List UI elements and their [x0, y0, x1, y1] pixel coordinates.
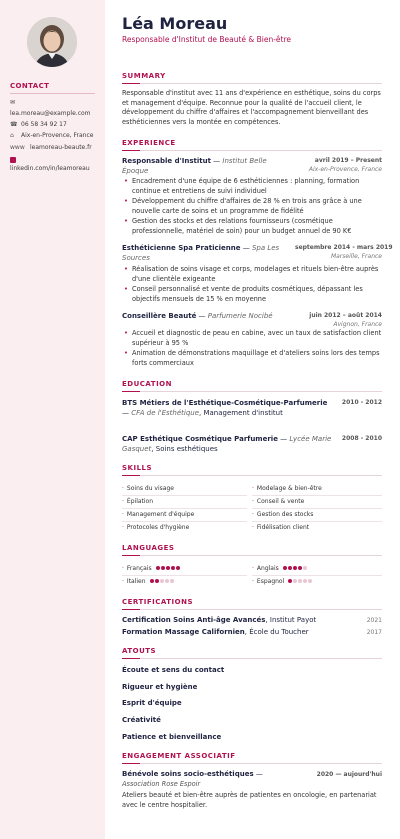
job-dates: juin 2012 – août 2014: [309, 312, 382, 319]
certifications-heading: CERTIFICATIONS: [122, 598, 194, 606]
skill-item: · Modelage & bien-être: [252, 485, 322, 492]
education-dates: 2010 - 2012: [341, 399, 382, 406]
level-dot: [176, 566, 180, 570]
volunteer-heading: ENGAGEMENT ASSOCIATIF: [122, 752, 236, 760]
job-dates: septembre 2014 - mars 2019: [295, 244, 393, 251]
summary-divider: [122, 83, 382, 84]
atout-item: Écoute et sens du contact: [122, 666, 225, 674]
volunteer-role: Bénévole soins socio-esthétiques —: [122, 770, 263, 778]
list-item: • Accueil et diagnostic de peau en cabine, avec un taux de satisfaction client supérieur à 95 %: [122, 329, 382, 348]
level-dot: [155, 579, 159, 583]
list-item: • Animation de démonstrations maquillage et d'ateliers soins lors des temps forts commerciaux: [122, 349, 382, 368]
job-bullets: [122, 265, 382, 305]
summary-text: Responsable d'institut avec 11 ans d'expérience en esthétique, soins du corps et management d'équipe. Reconnue pour la qualité de l'accueil client, le développement du chiffre d'affaires et l'accompagnement bienveillant des esthéticiennes vers la montée en compétences.: [122, 89, 381, 126]
skill-item: · Protocoles d'hygiène: [122, 524, 190, 531]
volunteer-divider: [122, 763, 382, 764]
job-title: Esthéticienne Spa Praticienne — Spa Les Sources: [122, 244, 280, 263]
level-dot: [170, 579, 174, 583]
phone-icon: ☎: [10, 121, 18, 128]
certification-item: Certification Soins Anti-âge Avancés, Institut Payot: [122, 616, 317, 624]
volunteer-text: Ateliers beauté et bien-être auprès de patientes en oncologie, en partenariat avec le centre hospitalier.: [122, 791, 377, 809]
list-item: • Développement du chiffre d'affaires de 28 % en trois ans grâce à une nouvelle carte de soins et un programme de fidélité: [122, 197, 382, 216]
education-heading: EDUCATION: [122, 380, 172, 388]
job-location: Avignon, France: [333, 321, 382, 328]
level-dot: [166, 566, 170, 570]
level-dot: [303, 566, 307, 570]
job-title: Responsable d'Institut — Institut Belle Époque: [122, 157, 267, 176]
language-item: · Italien: [122, 578, 175, 585]
profile-photo: [27, 17, 77, 67]
atout-item: Rigueur et hygiène: [122, 683, 198, 691]
education-dates: 2008 - 2010: [341, 435, 382, 442]
certification-year: 2017: [366, 629, 382, 636]
candidate-title: Responsable d'Institut de Beauté & Bien-être: [122, 35, 292, 44]
job-location: Aix-en-Provence, France: [308, 166, 382, 173]
certification-year: 2021: [366, 617, 382, 624]
level-dot: [303, 579, 307, 583]
skill-item: · Conseil & vente: [252, 498, 305, 505]
volunteer-org: Association Rose Espoir: [122, 780, 201, 788]
main-content: [105, 0, 400, 839]
web-icon: www: [10, 144, 25, 151]
level-dot: [165, 579, 169, 583]
email-icon: ✉: [10, 99, 16, 106]
languages-divider: [122, 555, 382, 556]
language-level: [150, 578, 175, 585]
job-dates: avril 2019 – Present: [314, 157, 382, 164]
level-dot: [160, 579, 164, 583]
skill-item: · Soins du visage: [122, 485, 174, 492]
contact-phone[interactable]: ☎ 06 58 34 92 17: [10, 121, 67, 128]
contact-heading: CONTACT: [10, 82, 50, 90]
education-entry: CAP Esthétique Cosmétique Parfumerie — Lycée Marie Gasquet, Soins esthétiques: [122, 435, 332, 454]
level-dot: [308, 579, 312, 583]
list-item: • Conseil personnalisé et vente de produits cosmétiques, dépassant les objectifs mensuels de 15 % en moyenne: [122, 285, 382, 304]
experience-divider: [122, 150, 382, 151]
atouts-divider: [122, 658, 382, 659]
volunteer-dates: 2020 — aujourd'hui: [316, 771, 382, 778]
level-dot: [298, 566, 302, 570]
skill-item: · Épilation: [122, 498, 154, 505]
level-dot: [288, 566, 292, 570]
level-dot: [150, 579, 154, 583]
education-entry: BTS Métiers de l'Esthétique-Cosmétique-Parfumerie — CFA de l'Esthétique, Management d'institut: [122, 399, 328, 418]
level-dot: [161, 566, 165, 570]
atout-item: Esprit d'équipe: [122, 699, 182, 707]
contact-email[interactable]: lea.moreau@example.com: [10, 110, 91, 117]
contact-website[interactable]: www leamoreau-beaute.fr: [10, 144, 92, 151]
skill-item: · Gestion des stocks: [252, 511, 314, 518]
candidate-name: Léa Moreau: [122, 14, 228, 33]
level-dot: [298, 579, 302, 583]
list-item: • Encadrement d'une équipe de 6 esthéticiennes : planning, formation continue et entretiens de suivi individuel: [122, 177, 382, 196]
certifications-divider: [122, 609, 382, 610]
language-item: · Espagnol: [252, 578, 313, 585]
linkedin-icon: [10, 157, 16, 165]
level-dot: [293, 566, 297, 570]
atout-item: Patience et bienveillance: [122, 733, 222, 741]
atouts-heading: ATOUTS: [122, 647, 157, 655]
job-location: Marseille, France: [330, 253, 382, 260]
level-dot: [293, 579, 297, 583]
atout-item: Créativité: [122, 716, 161, 724]
language-level: [156, 565, 181, 572]
languages-heading: LANGUAGES: [122, 544, 175, 552]
level-dot: [171, 566, 175, 570]
language-level: [288, 578, 313, 585]
job-title: Conseillère Beauté — Parfumerie Nocibé: [122, 312, 273, 320]
skills-heading: SKILLS: [122, 464, 153, 472]
level-dot: [283, 566, 287, 570]
contact-linkedin[interactable]: linkedin.com/in/leamoreau: [10, 165, 90, 172]
contact-divider: [10, 93, 95, 94]
summary-heading: SUMMARY: [122, 72, 166, 80]
skill-item: · Fidélisation client: [252, 524, 310, 531]
certification-item: Formation Massage Californien, École du Toucher: [122, 628, 309, 636]
skills-divider: [122, 475, 382, 476]
job-bullets: [122, 177, 382, 237]
skill-item: · Management d'équipe: [122, 511, 195, 518]
list-item: • Réalisation de soins visage et corps, modelages et rituels bien-être auprès d'une clientèle exigeante: [122, 265, 382, 284]
location-icon: ⌂: [10, 132, 14, 139]
level-dot: [288, 579, 292, 583]
language-item: · Anglais: [252, 565, 308, 572]
list-item: • Gestion des stocks et des relations fournisseurs (cosmétique professionnelle, matériel de soin) pour un budget annuel de 90 K€: [122, 217, 382, 236]
language-level: [283, 565, 308, 572]
sidebar: [0, 0, 105, 839]
level-dot: [156, 566, 160, 570]
experience-heading: EXPERIENCE: [122, 139, 176, 147]
contact-location: ⌂ Aix-en-Provence, France: [10, 132, 94, 139]
education-divider: [122, 391, 382, 392]
job-bullets: [122, 329, 382, 369]
language-item: · Français: [122, 565, 181, 572]
